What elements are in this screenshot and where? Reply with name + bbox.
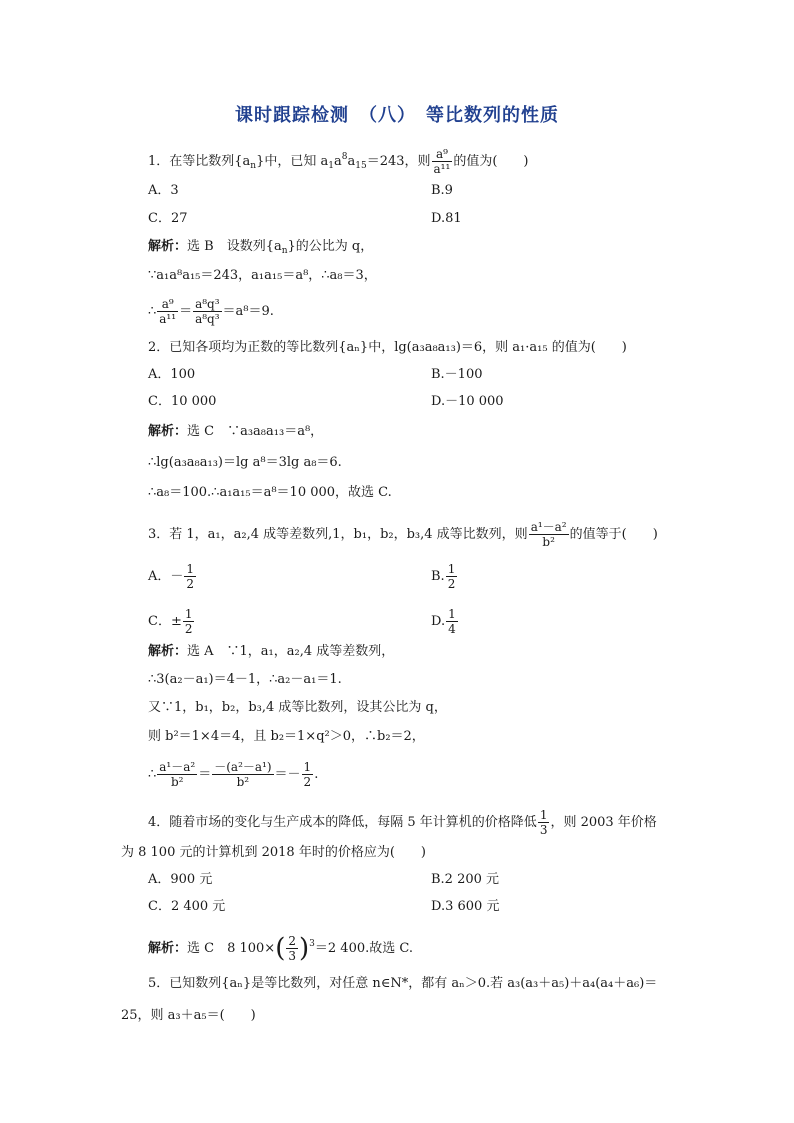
- q4-option-a: A．900 元: [148, 872, 213, 887]
- q4-option-d: D.3 600 元: [431, 899, 500, 914]
- q3-solution-line-4: 则 b²＝1×4＝4，且 b₂＝1×q²＞0，∴b₂＝2，: [148, 729, 425, 744]
- q1-option-b: B.9: [431, 183, 453, 198]
- q2-stem: 2．已知各项均为正数的等比数列{aₙ}中，lg(a₃a₈a₁₃)＝6，则 a₁·a₁₅ 的值为( ): [148, 340, 627, 355]
- q3-option-b: B. $\frac{1}{2}$: [431, 562, 456, 591]
- q1-option-d: D.81: [431, 211, 462, 226]
- q2-option-c: C．10 000: [148, 394, 217, 409]
- q1-solution-line-2: ∵a₁a⁸a₁₅＝243，a₁a₁₅＝a⁸，∴a₈＝3，: [148, 268, 377, 283]
- q2-solution-line-3: ∴a₈＝100.∴a₁a₁₅＝a⁸＝10 000，故选 C.: [148, 485, 392, 500]
- q3-solution-line-3: 又∵1，b₁，b₂，b₃,4 成等比数列，设其公比为 q，: [148, 700, 447, 715]
- q4-solution-line-1: 解析：选 C 8 100×( $\frac{2}{3}$ )$^3$＝2 400.故选 C.: [148, 933, 414, 964]
- q2-option-b: B.－100: [431, 367, 483, 382]
- q5-stem-line-2: 25，则 a₃＋a₅＝( ): [121, 1008, 256, 1023]
- q4-stem-line-1: 4．随着市场的变化与生产成本的降低，每隔 5 年计算机的价格降低 $\frac{1}{3}$ ，则 2003 年价格: [148, 808, 657, 837]
- q1-option-a: A．3: [148, 183, 179, 198]
- q1-solution-line-1: 解析：选 B 设数列$\{a_n\}$的公比为 q，: [148, 239, 374, 256]
- q3-option-c: C．± $\frac{1}{2}$: [148, 607, 193, 636]
- q3-option-d: D. $\frac{1}{4}$: [431, 607, 456, 636]
- q4-stem-line-2: 为 8 100 元的计算机到 2018 年时的价格应为( ): [121, 845, 426, 860]
- q2-solution-line-1: 解析：选 C ∵a₃a₈a₁₃＝a⁸，: [148, 424, 324, 439]
- q1-option-c: C．27: [148, 211, 188, 226]
- q2-option-d: D.－10 000: [431, 394, 504, 409]
- q1-stem: 1．在等比数列$\{a_n\}$中，已知 $a_1a^8a_{15}=243$，则 $\frac{\text{a⁹}}{\text{a¹¹}}$ 的值为( ): [148, 147, 529, 176]
- q4-option-b: B.2 200 元: [431, 872, 500, 887]
- q4-option-c: C．2 400 元: [148, 899, 226, 914]
- q3-solution-line-1: 解析：选 A ∵1，a₁，a₂,4 成等差数列，: [148, 644, 395, 659]
- q3-solution-line-5: ∴ $\frac{\text{a¹－a²}}{\text{b²}}$ ＝ $\frac{\text{－(a²－a¹)}}{\text{b²}}$ ＝－ $\frac{1}{2}$ .: [148, 760, 319, 789]
- q3-solution-line-2: ∴3(a₂－a₁)＝4－1，∴a₂－a₁＝1.: [148, 672, 342, 687]
- page-title: 课时跟踪检测 （八） 等比数列的性质: [235, 105, 559, 126]
- q5-stem-line-1: 5．已知数列{aₙ}是等比数列，对任意 n∈N*，都有 aₙ＞0.若 a₃(a₃＋a₅)＋a₄(a₄＋a₆)＝: [148, 976, 658, 991]
- q2-solution-line-2: ∴lg(a₃a₈a₁₃)＝lg a⁸＝3lg a₈＝6.: [148, 455, 342, 470]
- q2-option-a: A．100: [148, 367, 196, 382]
- q3-option-a: A．－ $\frac{1}{2}$: [148, 562, 195, 591]
- q3-stem: 3．若 1，a₁，a₂,4 成等差数列,1，b₁，b₂，b₃,4 成等比数列，则 $\frac{\text{a¹－a²}}{\text{b²}}$ 的值等于( ): [148, 520, 658, 549]
- q1-fraction: $\frac{\text{a⁹}}{\text{a¹¹}}$: [433, 147, 451, 176]
- q1-solution-line-3: ∴ $\frac{\text{a⁹}}{\text{a¹¹}}$ ＝ $\frac{\text{a⁸q³}}{\text{a⁸q³}}$ ＝a⁸＝9.: [148, 297, 274, 326]
